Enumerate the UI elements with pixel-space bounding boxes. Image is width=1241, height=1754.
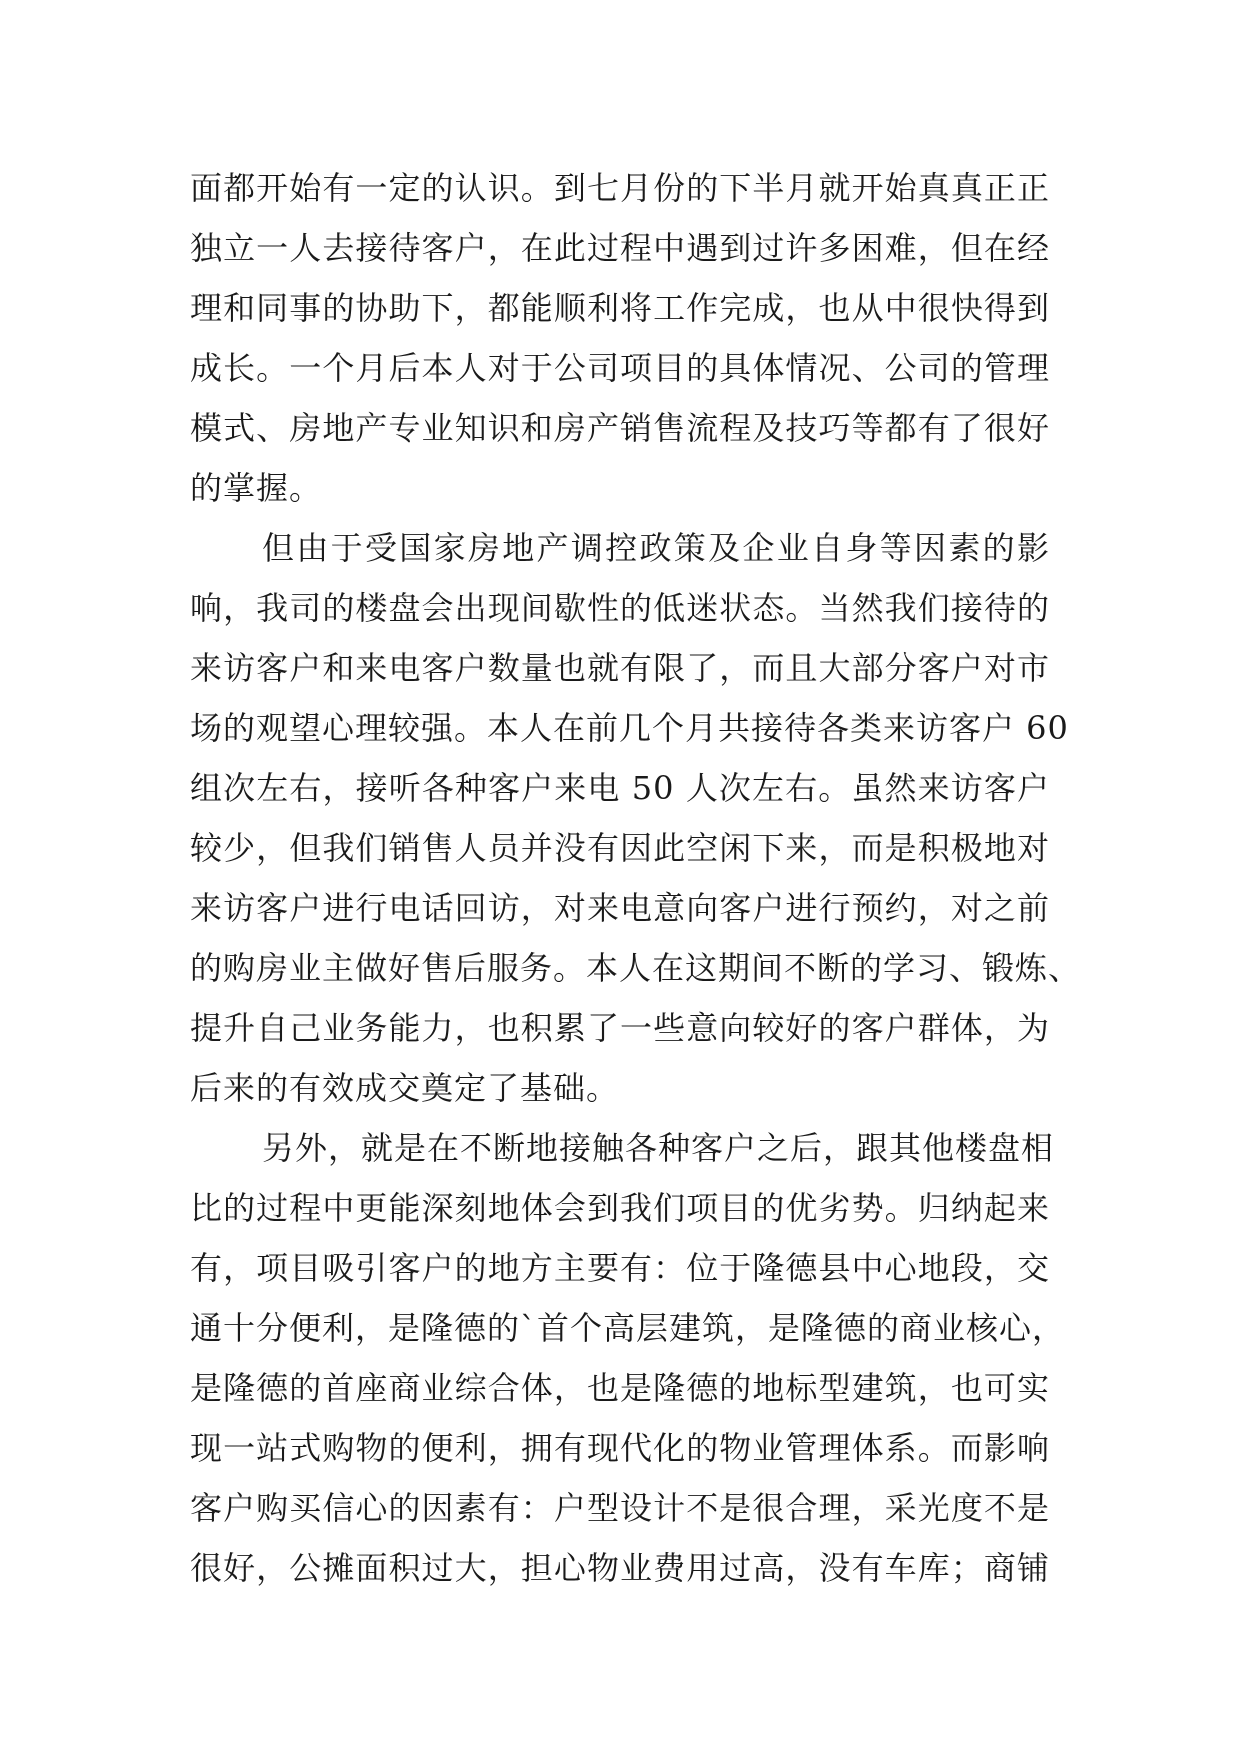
text-line: 很好，公摊面积过大，担心物业费用过高，没有车库；商铺 [190,1549,1050,1587]
text-line: 成长。一个月后本人对于公司项目的具体情况、公司的管理 [190,349,1050,387]
paragraph [190,518,1082,1118]
text-line: 通十分便利，是隆德的`首个高层建筑，是隆德的商业核心， [190,1309,1066,1347]
text-line: 后来的有效成交奠定了基础。 [190,1069,620,1107]
text-line: 有，项目吸引客户的地方主要有：位于隆德县中心地段，交 [190,1249,1050,1287]
paragraph [190,158,1050,518]
text-line: 组次左右，接听各种客户来电 50 人次左右。虽然来访客户 [190,769,1050,807]
text-line: 的掌握。 [190,469,323,507]
text-line: 场的观望心理较强。本人在前几个月共接待各类来访客户 60 [190,709,1069,747]
text-line: 响，我司的楼盘会出现间歇性的低迷状态。当然我们接待的 [190,589,1050,627]
text-line: 面都开始有一定的认识。到七月份的下半月就开始真真正正 [190,169,1050,207]
text-line: 来访客户和来电客户数量也就有限了，而且大部分客户对市 [190,649,1050,687]
text-line: 另外，就是在不断地接触各种客户之后，跟其他楼盘相 [262,1129,1055,1167]
text-line: 较少，但我们销售人员并没有因此空闲下来，而是积极地对 [190,829,1050,867]
text-line: 模式、房地产专业知识和房产销售流程及技巧等都有了很好 [190,409,1050,447]
paragraph [190,1118,1066,1598]
text-line: 现一站式购物的便利，拥有现代化的物业管理体系。而影响 [190,1429,1050,1467]
text-line: 来访客户进行电话回访，对来电意向客户进行预约，对之前 [190,889,1050,927]
text-line: 独立一人去接待客户，在此过程中遇到过许多困难，但在经 [190,229,1050,267]
body-text [190,158,1082,1598]
text-line: 理和同事的协助下，都能顺利将工作完成，也从中很快得到 [190,289,1050,327]
text-line: 的购房业主做好售后服务。本人在这期间不断的学习、锻炼、 [190,949,1082,987]
text-line: 客户购买信心的因素有：户型设计不是很合理，采光度不是 [190,1489,1050,1527]
text-line: 提升自己业务能力，也积累了一些意向较好的客户群体，为 [190,1009,1050,1047]
text-line: 但由于受国家房地产调控政策及企业自身等因素的影 [262,529,1050,567]
text-line: 是隆德的首座商业综合体，也是隆德的地标型建筑，也可实 [190,1369,1050,1407]
text-line: 比的过程中更能深刻地体会到我们项目的优劣势。归纳起来 [190,1189,1050,1227]
